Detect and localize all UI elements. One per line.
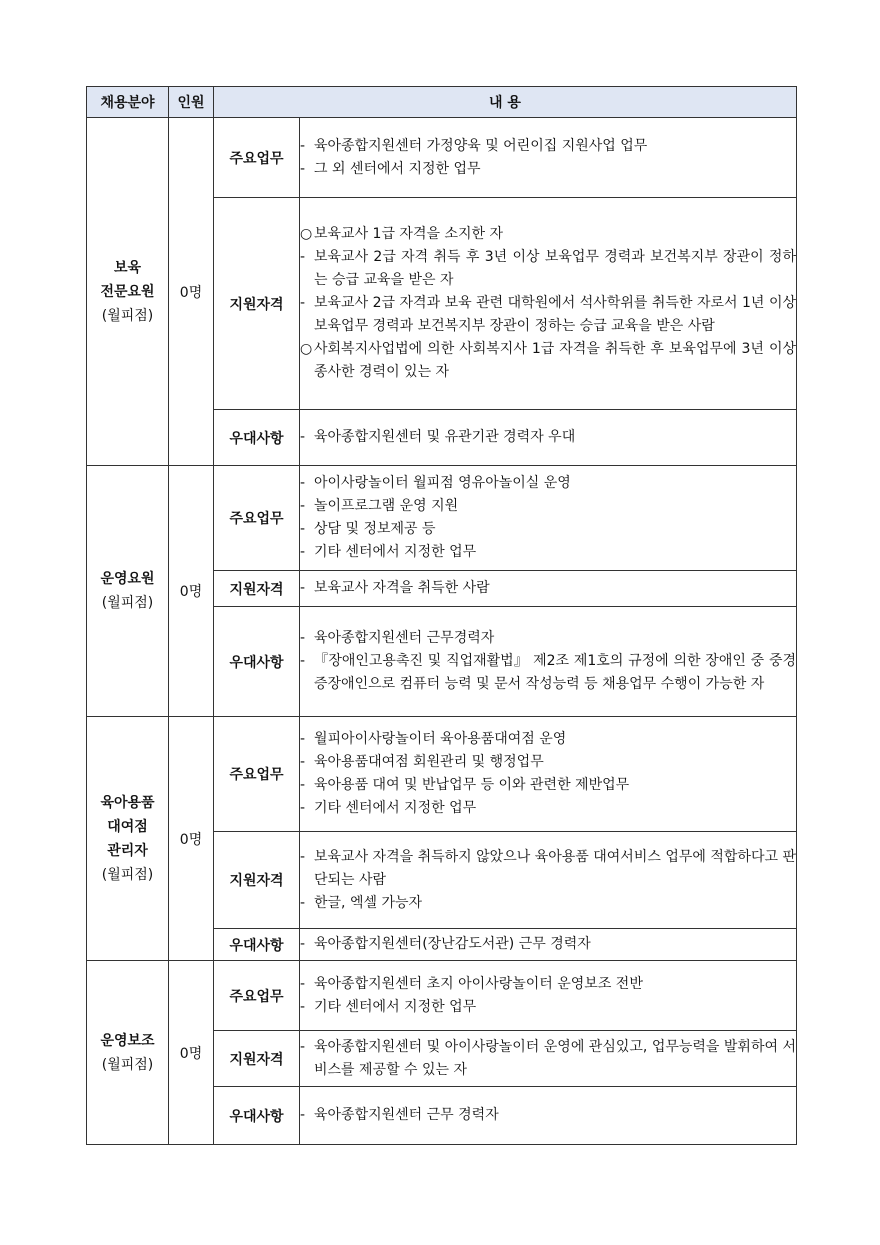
bullet-marker: - — [300, 1038, 306, 1055]
item-text: 사회복지사업법에 의한 사회복지사 1급 자격을 취득한 후 보육업무에 3년 이상 종사한 경력이 있는 자 — [314, 341, 796, 380]
list-item — [300, 933, 796, 956]
category-label: 지원자격 — [214, 198, 300, 410]
category-label: 우대사항 — [214, 929, 300, 961]
item-text: 육아종합지원센터 가정양육 및 어린이집 지원사업 업무 — [314, 137, 648, 154]
list-item — [300, 797, 796, 820]
item-text: 놀이프로그램 운영 지원 — [314, 498, 459, 514]
list-item — [300, 158, 796, 181]
item-text: 육아종합지원센터 근무 경력자 — [314, 1107, 499, 1123]
list-item — [300, 1036, 796, 1082]
item-text: 월피아이사랑놀이터 육아용품대여점 운영 — [314, 731, 567, 747]
bullet-marker: - — [300, 998, 306, 1015]
bullet-marker: - — [300, 754, 306, 770]
item-text: 육아종합지원센터 초지 아이사랑놀이터 운영보조 전반 — [314, 975, 643, 992]
headcount-cell: 0명 — [169, 717, 214, 961]
item-text: 육아용품대여점 회원관리 및 행정업무 — [314, 754, 544, 770]
list-item — [300, 292, 796, 338]
item-text: 보육교사 2급 자격 취득 후 3년 이상 보육업무 경력과 보건복지부 장관이 정하는 승급 교육을 받은 자 — [314, 249, 796, 288]
list-item — [300, 223, 796, 246]
content-cell — [300, 466, 797, 571]
recruitment-table — [86, 86, 797, 1145]
field-name-line: 관리자 — [107, 842, 148, 859]
field-name-line: 대여점 — [107, 818, 148, 835]
list-item — [300, 846, 796, 892]
field-branch: (월피점) — [101, 595, 154, 611]
bullet-marker: ○ — [300, 226, 313, 242]
item-text: 육아용품 대여 및 반납업무 등 이와 관련한 제반업무 — [314, 777, 630, 793]
content-cell — [300, 198, 797, 410]
recruit-field-cell — [87, 717, 169, 961]
list-item — [300, 996, 796, 1019]
category-label: 주요업무 — [214, 961, 300, 1031]
bullet-marker: - — [300, 936, 306, 952]
category-label: 주요업무 — [214, 118, 300, 198]
content-cell — [300, 1031, 797, 1087]
item-text: 기타 센터에서 지정한 업무 — [314, 800, 477, 816]
list-item — [300, 426, 796, 449]
bullet-marker: - — [300, 653, 306, 669]
item-text: 보육교사 2급 자격과 보육 관련 대학원에서 석사학위를 취득한 자로서 1년 이상 보육업무 경력과 보건복지부 장관이 정하는 승급 교육을 받은 사람 — [314, 295, 796, 334]
content-cell — [300, 607, 797, 717]
bullet-marker: - — [300, 777, 306, 793]
bullet-marker: ○ — [300, 341, 313, 357]
item-text: 그 외 센터에서 지정한 업무 — [314, 160, 481, 177]
item-text: 육아종합지원센터(장난감도서관) 근무 경력자 — [314, 936, 591, 952]
list-item — [300, 135, 796, 158]
item-text: 보육교사 1급 자격을 소지한 자 — [314, 226, 503, 242]
table-header-row — [87, 87, 797, 118]
list-item — [300, 627, 796, 650]
bullet-marker: - — [300, 249, 306, 265]
bullet-marker: - — [300, 848, 306, 865]
item-text: 한글, 엑셀 가능자 — [314, 894, 423, 911]
category-label: 우대사항 — [214, 1087, 300, 1145]
item-text: 육아종합지원센터 및 유관기관 경력자 우대 — [314, 429, 576, 445]
content-cell — [300, 961, 797, 1031]
item-text: 기타 센터에서 지정한 업무 — [314, 998, 477, 1015]
headcount-cell: 0명 — [169, 961, 214, 1145]
content-cell — [300, 929, 797, 961]
category-label: 주요업무 — [214, 466, 300, 571]
header-field: 채용분야 — [87, 87, 169, 118]
bullet-marker: - — [300, 160, 306, 177]
content-cell — [300, 832, 797, 929]
content-cell — [300, 1087, 797, 1145]
field-name-line: 운영요원 — [100, 571, 155, 587]
content-cell — [300, 717, 797, 832]
list-item — [300, 973, 796, 996]
list-item — [300, 892, 796, 915]
item-text: 육아종합지원센터 근무경력자 — [314, 630, 495, 646]
list-item — [300, 751, 796, 774]
bullet-marker: - — [300, 429, 306, 445]
list-item — [300, 1104, 796, 1127]
bullet-marker: - — [300, 580, 306, 596]
bullet-marker: - — [300, 521, 306, 537]
category-label: 지원자격 — [214, 1031, 300, 1087]
category-label: 지원자격 — [214, 571, 300, 607]
list-item — [300, 495, 796, 518]
field-name-line: 전문요원 — [100, 283, 155, 300]
field-branch: (월피점) — [101, 866, 154, 883]
bullet-marker: - — [300, 295, 306, 311]
bullet-marker: - — [300, 731, 306, 747]
list-item — [300, 472, 796, 495]
category-label: 주요업무 — [214, 717, 300, 832]
field-branch: (월피점) — [101, 1056, 154, 1073]
table-row — [87, 961, 797, 1031]
header-count: 인원 — [169, 87, 214, 118]
content-cell — [300, 118, 797, 198]
list-item — [300, 518, 796, 541]
item-text: 육아종합지원센터 및 아이사랑놀이터 운영에 관심있고, 업무능력을 발휘하여 서비스를 제공할 수 있는 자 — [314, 1038, 796, 1078]
content-cell — [300, 571, 797, 607]
field-name-line: 육아용품 — [100, 794, 155, 811]
list-item — [300, 728, 796, 751]
recruit-field-cell — [87, 466, 169, 717]
bullet-marker: - — [300, 1107, 306, 1123]
item-text: 상담 및 정보제공 등 — [314, 521, 436, 537]
table-row — [87, 466, 797, 571]
item-text: 보육교사 자격을 취득하지 않았으나 육아용품 대여서비스 업무에 적합하다고 판단되는 사람 — [314, 848, 796, 888]
table-row — [87, 118, 797, 198]
field-name-line: 운영보조 — [100, 1032, 155, 1049]
bullet-marker: - — [300, 894, 306, 911]
headcount-cell: 0명 — [169, 466, 214, 717]
bullet-marker: - — [300, 475, 306, 491]
item-text: 『장애인고용촉진 및 직업재활법』 제2조 제1호의 규정에 의한 장애인 중 중경증장애인으로 컴퓨터 능력 및 문서 작성능력 등 채용업무 수행이 가능한 자 — [314, 653, 796, 692]
list-item — [300, 650, 796, 696]
list-item — [300, 774, 796, 797]
item-text: 보육교사 자격을 취득한 사람 — [314, 580, 490, 596]
header-content: 내 용 — [214, 87, 797, 118]
headcount-cell: 0명 — [169, 118, 214, 466]
list-item — [300, 338, 796, 384]
bullet-marker: - — [300, 975, 306, 992]
bullet-marker: - — [300, 630, 306, 646]
list-item — [300, 577, 796, 600]
category-label: 지원자격 — [214, 832, 300, 929]
field-branch: (월피점) — [101, 307, 154, 324]
recruit-field-cell — [87, 961, 169, 1145]
item-text: 아이사랑놀이터 월피점 영유아놀이실 운영 — [314, 475, 571, 491]
list-item — [300, 541, 796, 564]
item-text: 기타 센터에서 지정한 업무 — [314, 544, 477, 560]
list-item — [300, 246, 796, 292]
bullet-marker: - — [300, 498, 306, 514]
bullet-marker: - — [300, 800, 306, 816]
bullet-marker: - — [300, 137, 306, 154]
table-row — [87, 717, 797, 832]
bullet-marker: - — [300, 544, 306, 560]
category-label: 우대사항 — [214, 410, 300, 466]
field-name-line: 보육 — [113, 259, 142, 276]
recruit-field-cell — [87, 118, 169, 466]
category-label: 우대사항 — [214, 607, 300, 717]
content-cell — [300, 410, 797, 466]
